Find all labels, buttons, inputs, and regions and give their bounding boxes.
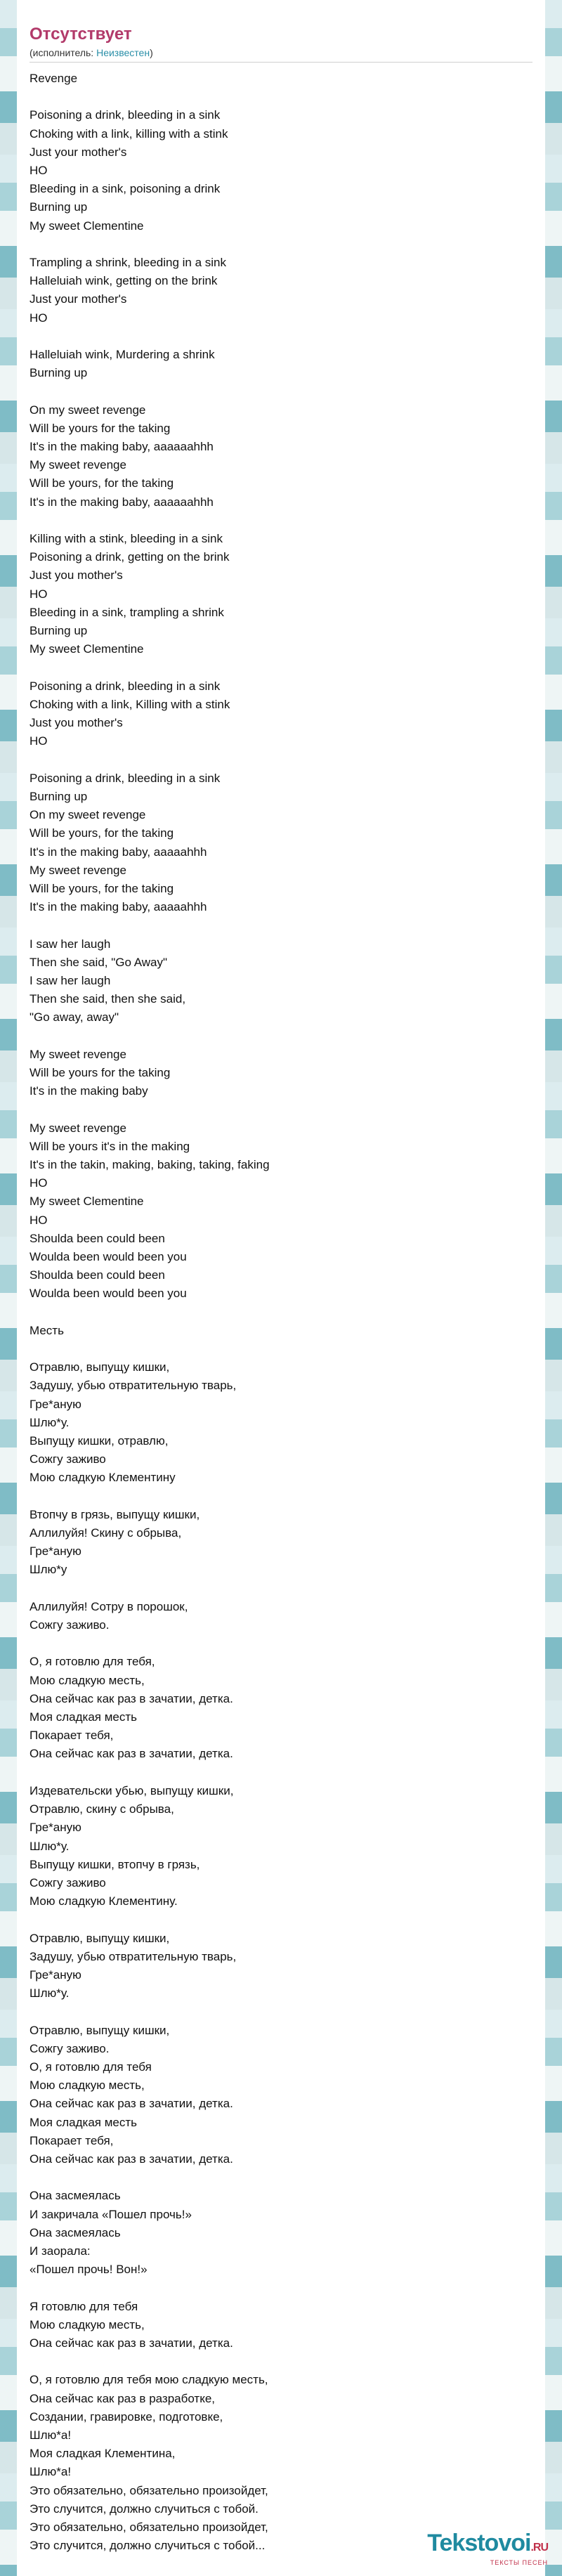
- artist-suffix: ): [150, 47, 153, 58]
- artist-line: [30, 46, 532, 63]
- lyrics-text: Revenge Poisoning a drink, bleeding in a sink Choking with a link, killing with a stink Just your mother's HO Bleeding in a sink, poisoning a drink Burning up My sweet Clementine Trampling a shrink, bleeding in a sink Halleluiah wink, getting on the brink Just your mother's HO Halleluiah wink, Murdering a shrink Burning up On my sweet revenge Will be yours for the taking It's in the making baby, aaaaaahhh My sweet revenge Will be yours, for the taking It's in the making baby, aaaaaahhh Killing with a stink, bleeding in a sink Poisoning a drink, getting on the brink Just you mother's HO Bleeding in a sink, trampling a shrink Burning up My sweet Clementine Poisoning a drink, bleeding in a sink Choking with a link, Killing with a stink Just you mother's HO Poisoning a drink, bleeding in a sink Burning up On my sweet revenge Will be yours, for the taking It's in the making baby, aaaaahhh My sweet revenge Will be yours, for the taking It's in the making baby, aaaaahhh I saw her laugh Then she said, "Go Away" I saw her laugh Then she said, then she said, "Go away, away" My sweet revenge Will be yours for the taking It's in the making baby My sweet revenge Will be yours it's in the making It's in the takin, making, baking, taking, faking HO My sweet Clementine HO Shoulda been could been Woulda been would been you Shoulda been could been Woulda been would been you Месть Отравлю, выпущу кишки, Задушу, убью отвратительную тварь, Гре*аную Шлю*у. Выпущу кишки, отравлю, Сожгу заживо Мою сладкую Клементину Втопчу в грязь, выпущу кишки, Аллилуйя! Скину с обрыва, Гре*аную Шлю*у Аллилуйя! Сотру в порошок, Сожгу заживо. О, я готовлю для тебя, Мою сладкую месть, Она сейчас как раз в зачатии, детка. Моя сладкая месть Покарает тебя, Она сейчас как раз в зачатии, детка. Издевательски убью, выпущу кишки, Отравлю, скину с обрыва, Гре*аную Шлю*у. Выпущу кишки, втопчу в грязь, Сожгу заживо Мою сладкую Клементину. Отравлю, выпущу кишки, Задушу, убью отвратительную тварь, Гре*аную Шлю*у. Отравлю, выпущу кишки, Сожгу заживо. О, я готовлю для тебя Мою сладкую месть, Она сейчас как раз в зачатии, детка. Моя сладкая месть Покарает тебя, Она сейчас как раз в зачатии, детка. Она засмеялась И закричала «Пошел прочь!» Она засмеялась И заорала: «Пошел прочь! Вон!» Я готовлю для тебя Мою сладкую месть, Она сейчас как раз в зачатии, детка. О, я готовлю для тебя мою сладкую месть, Она сейчас как раз в разработке, Создании, гравировке, подготовке, Шлю*а! Моя сладкая Клементина, Шлю*а! Это обязательно, обязательно произойдет, Это случится, должно случиться с тобой. Это обязательно, обязательно произойдет, Это случится, должно случиться с тобой...: [30, 72, 270, 2553]
- site-logo-text: [427, 2530, 548, 2561]
- brand-tagline: ТЕКСТЫ ПЕСЕН: [490, 2559, 548, 2566]
- page-title: Отсутствует: [30, 25, 132, 44]
- artist-prefix: (исполнитель:: [30, 47, 97, 58]
- lyrics-page: [17, 0, 545, 2576]
- brand-tld: .RU: [530, 2542, 548, 2554]
- site-logo[interactable]: [427, 2530, 548, 2566]
- artist-link[interactable]: Неизвестен: [96, 47, 150, 58]
- brand-name: Tekstovoi: [427, 2530, 531, 2556]
